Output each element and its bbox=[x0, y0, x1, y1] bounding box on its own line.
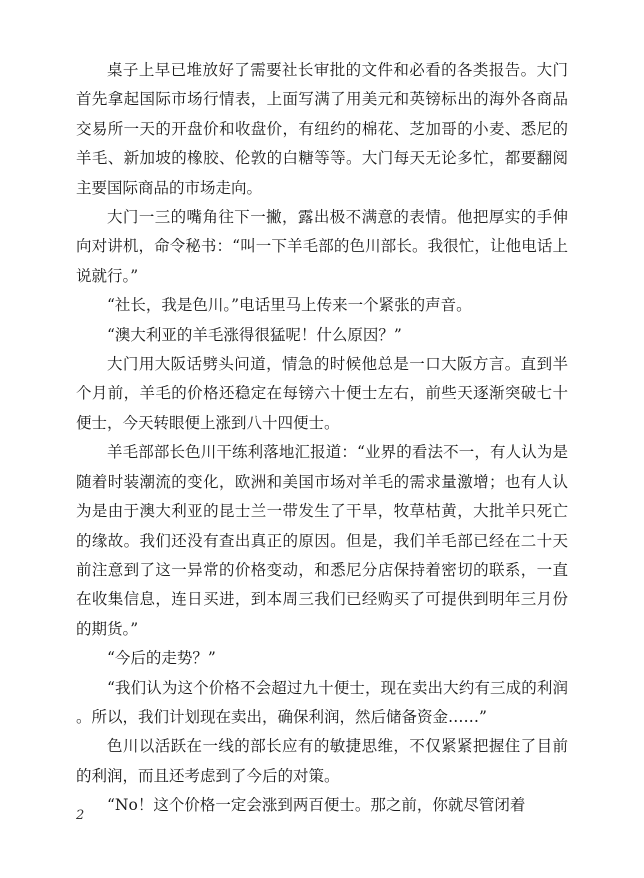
paragraph-3: “社长，我是色川。”电话里马上传来一个紧张的声音。 bbox=[107, 296, 472, 315]
paragraph-4: “澳大利亚的羊毛涨得很猛呢！什么原因？” bbox=[107, 325, 402, 344]
paragraph-7: “今后的走势？” bbox=[107, 649, 216, 668]
paragraph-10: “No！这个价格一定会涨到两百便士。那之前，你就尽管闭着 bbox=[107, 796, 526, 815]
page-number: 2 bbox=[76, 808, 85, 823]
paragraph-5: 大门用大阪话劈头问道，情急的时候他总是一口大阪方言。直到半个月前，羊毛的价格还稳定在每镑六十便士左右，前些天逐渐突破七十便士，今天转眼便上涨到八十四便士。 bbox=[76, 355, 568, 432]
paragraph-6: 羊毛部部长色川干练利落地汇报道：“业界的看法不一，有人认为是随着时装潮流的变化，欧洲和美国市场对羊毛的需求量激增；也有人认为是由于澳大利亚的昆士兰一带发生了干旱，牧草枯黄，大批羊只死亡的缘故。我们还没有查出真正的原因。但是，我们羊毛部已经在二十天前注意到了这一异常的价格变动，和悉尼分店保持着密切的联系，一直在收集信息，连日买进，到本周三我们已经购买了可提供到明年三月份的期货。” bbox=[76, 443, 568, 638]
paragraph-1: 桌子上早已堆放好了需要社长审批的文件和必看的各类报告。大门首先拿起国际市场行情表，上面写满了用美元和英镑标出的海外各商品交易所一天的开盘价和收盘价，有纽约的棉花、芝加哥的小麦、悉尼的羊毛、新加坡的橡胶、伦敦的白糖等等。大门每天无论多忙，都要翻阅主要国际商品的市场走向。 bbox=[76, 61, 568, 197]
paragraph-8: “我们认为这个价格不会超过九十便士，现在卖出大约有三成的利润。所以，我们计划现在卖出，确保利润，然后储备资金……” bbox=[76, 678, 568, 726]
paragraph-9: 色川以活跃在一线的部长应有的敏捷思维，不仅紧紧把握住了目前的利润，而且还考虑到了今后的对策。 bbox=[76, 737, 568, 785]
paragraph-2: 大门一三的嘴角往下一撇，露出极不满意的表情。他把厚实的手伸向对讲机，命令秘书：“叫一下羊毛部的色川部长。我很忙，让他电话上说就行。” bbox=[76, 208, 568, 285]
body-text bbox=[76, 56, 568, 821]
